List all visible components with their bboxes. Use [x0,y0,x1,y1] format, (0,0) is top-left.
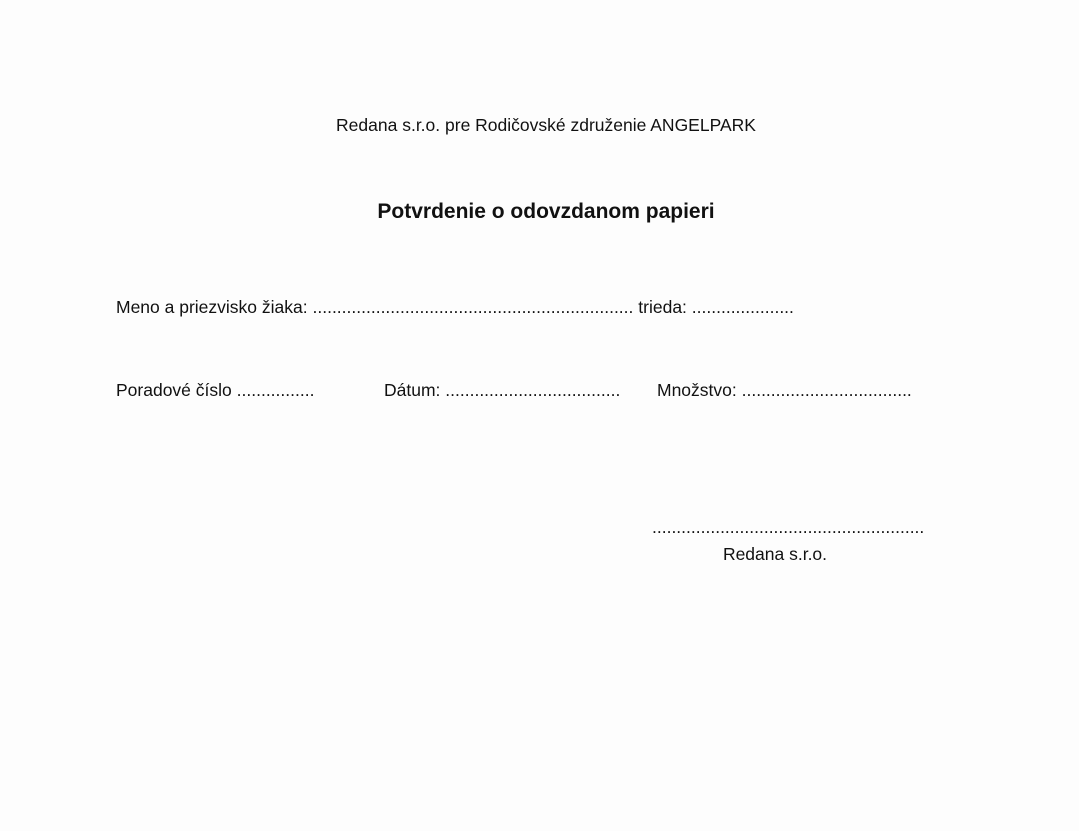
class-label: trieda: [638,297,687,317]
class-blank: ..................... [691,297,794,317]
order-number-blank: ................ [236,380,315,400]
organization-header: Redana s.r.o. pre Rodičovské združenie ANGELPARK [336,115,756,135]
quantity-field [657,379,912,401]
document-title: Potvrdenie o odovzdanom papieri [377,200,715,223]
order-number-field [116,379,314,401]
quantity-label: Množstvo: [657,380,737,400]
order-number-label: Poradové číslo [116,380,232,400]
quantity-blank: ................................... [741,380,912,400]
signature-name: Redana s.r.o. [722,544,828,564]
signature-line: ........................................................ [652,517,925,537]
date-field [384,379,620,401]
date-label: Dátum: [384,380,441,400]
student-name-blank: .................................................................. [312,297,634,317]
date-blank: .................................... [445,380,621,400]
student-name-label: Meno a priezvisko žiaka: [116,297,308,317]
student-row [116,296,794,318]
